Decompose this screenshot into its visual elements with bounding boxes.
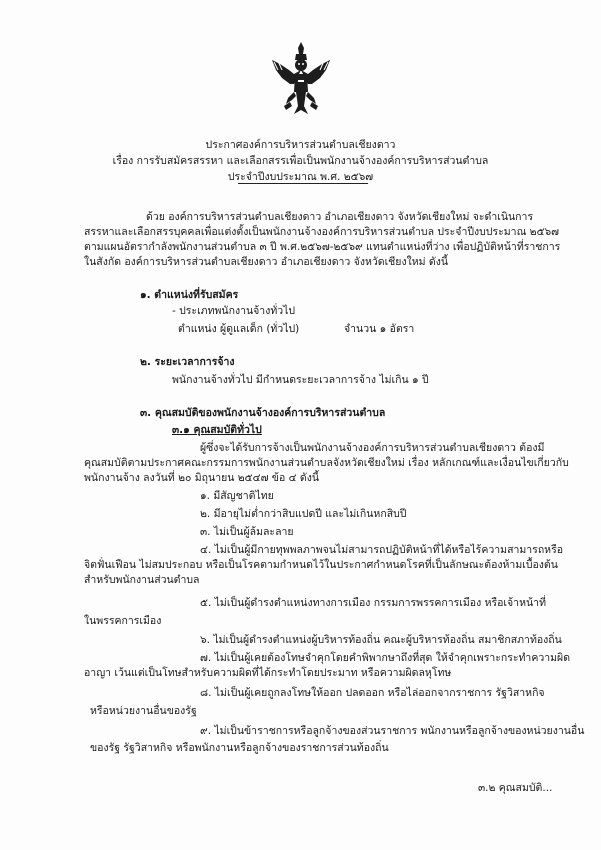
intro-line: ในสังกัด องค์การบริหารส่วนตำบลเชียงดาว อำเภอเชียงดาว จังหวัดเชียงใหม่ ดังนี้ (84, 256, 449, 268)
qualification-item: ๒. มีอายุไม่ต่ำกว่าสิบแปดปี และไม่เกินหกสิบปี (200, 508, 407, 520)
qualification-item-cont: อาญา เว้นแต่เป็นโทษสำหรับความผิดที่ได้กระทำโดยประมาท หรือความผิดลหุโทษ (84, 667, 452, 679)
intro-line: ตามแผนอัตรากำลังพนักงานส่วนตำบล ๓ ปี พ.ศ.๒๕๖๗-๒๕๖๙ แทนตำแหน่งที่ว่าง เพื่อปฏิบัติหน้าที่ราชการ (84, 241, 561, 253)
qualification-item: ๔. ไม่เป็นผู้มีกายทุพพลภาพจนไม่สามารถปฏิบัติหน้าที่ได้หรือไร้ความสามารถหรือ (200, 544, 564, 556)
qualification-item: ๘. ไม่เป็นผู้เคยถูกลงโทษให้ออก ปลดออก หรือไล่ออกจากราชการ รัฐวิสาหกิจ (200, 687, 545, 699)
qualification-item-cont: จิตฟั่นเฟือน ไม่สมประกอบ หรือเป็นโรคตามกำหนดไว้ในประกาศกำหนดโรคที่เป็นลักษณะต้องห้ามเบื้องต้น (84, 559, 558, 571)
intro-line: ด้วย องค์การบริหารส่วนตำบลเชียงดาว อำเภอเชียงดาว จังหวัดเชียงใหม่ จะดำเนินการ (146, 211, 534, 223)
section3-intro-line: คุณสมบัติตามประกาศคณะกรรมการพนักงานส่วนตำบลจังหวัดเชียงใหม่ เรื่อง หลักเกณฑ์และเงื่อนไขเกี่ยวกับ (84, 457, 569, 469)
section2-heading: ๒. ระยะเวลาการจ้าง (140, 356, 235, 368)
section2-text: พนักงานจ้างทั่วไป มีกำหนดระยะเวลาการจ้าง ไม่เกิน ๑ ปี (172, 374, 429, 386)
intro-line: สรรหาและเลือกสรรบุคคลเพื่อแต่งตั้งเป็นพนักงานจ้างองค์การบริหารส่วนตำบล ประจำปีงบประมาณ ๒๕๖๗ (84, 226, 560, 238)
section3-heading: ๓. คุณสมบัติของพนักงานจ้างองค์การบริหารส่วนตำบล (140, 407, 386, 419)
qualification-item-cont: ในพรรคการเมือง (84, 615, 162, 627)
qualification-item: ๙. ไม่เป็นข้าราชการหรือลูกจ้างของส่วนราชการ พนักงานหรือลูกจ้างของหน่วยงานอื่น (200, 725, 585, 737)
section1-type: - ประเภทพนักงานจ้างทั่วไป (172, 305, 296, 317)
qualification-item-cont: สำหรับพนักงานส่วนตำบล (84, 574, 200, 586)
section1-heading: ๑. ตำแหน่งที่รับสมัคร (140, 289, 239, 301)
qualification-item: ๓. ไม่เป็นผู้ล้มละลาย (200, 526, 294, 538)
qualification-item: ๑. มีสัญชาติไทย (200, 490, 274, 502)
qualification-item-cont: ของรัฐ รัฐวิสาหกิจ หรือพนักงานหรือลูกจ้างของราชการส่วนท้องถิ่น (90, 742, 389, 754)
section3-intro-line: ผู้ซึ่งจะได้รับการจ้างเป็นพนักงานจ้างองค์การบริหารส่วนตำบลเชียงดาว ต้องมี (200, 442, 545, 454)
section3-subheading: ๓.๑ คุณสมบัติทั่วไป (172, 424, 262, 436)
qualification-item: ๖. ไม่เป็นผู้ดำรงตำแหน่งผู้บริหารท้องถิ่น คณะผู้บริหารท้องถิ่น สมาชิกสภาท้องถิ่น (200, 634, 562, 646)
announcement-title: ประกาศองค์การบริหารส่วนตำบลเชียงดาว (205, 139, 396, 151)
qualification-item: ๗. ไม่เป็นผู้เคยต้องโทษจำคุกโดยคำพิพากษาถึงที่สุด ให้จำคุกเพราะกระทำความผิด (200, 652, 571, 664)
announcement-subject: เรื่อง การรับสมัครสรรหา และเลือกสรรเพื่อเป็นพนักงานจ้างองค์การบริหารส่วนตำบล (112, 155, 489, 167)
section1-count: จำนวน ๑ อัตรา (344, 323, 415, 335)
section1-position: ตำแหน่ง ผู้ดูแลเด็ก (ทั่วไป) (178, 323, 300, 335)
continued-marker: ๓.๒ คุณสมบัติ... (478, 782, 553, 794)
title-divider (238, 183, 368, 184)
section3-intro-line: พนักงานจ้าง ลงวันที่ ๒๐ มิถุนายน ๒๕๔๗ ข้อ ๔ ดังนี้ (84, 472, 320, 484)
garuda-emblem (268, 40, 334, 120)
qualification-item: ๕. ไม่เป็นผู้ดำรงตำแหน่งทางการเมือง กรรมการพรรคการเมือง หรือเจ้าหน้าที่ (200, 597, 546, 609)
qualification-item-cont: หรือหน่วยงานอื่นของรัฐ (90, 705, 197, 717)
announcement-fiscal-year: ประจำปีงบประมาณ พ.ศ. ๒๕๖๗ (227, 171, 374, 183)
